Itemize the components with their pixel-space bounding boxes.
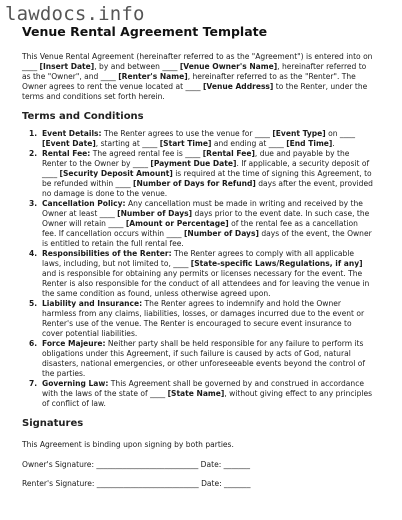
text-run: This Agreement shall be governed by and construed in accordance with the laws of the state of ____: [42, 379, 364, 398]
term-number: 7.: [29, 379, 38, 388]
bold-text: [Number of Days]: [117, 209, 193, 218]
intro-paragraph: [22, 52, 374, 102]
bold-text: [Insert Date]: [39, 62, 95, 71]
text-run: The Renter agrees to indemnify and hold the Owner harmless from any claims, liabilities, losses, or damages incurred due to the event or Renter's use of the venue. The Renter is encouraged to secure event insurance to cover potential liabilities.: [42, 299, 365, 338]
text-run: days prior to the event date. In such case, the Owner will retain ____: [42, 209, 370, 228]
text-run: , without giving effect to any principles of conflict of law.: [42, 389, 373, 408]
text-run: and ending at ____: [211, 139, 287, 148]
bold-text: Cancellation Policy:: [42, 199, 126, 208]
term-item: [22, 199, 374, 249]
bold-text: [Amount or Percentage]: [125, 219, 229, 228]
text-run: The Renter agrees to comply with all applicable laws, including, but not limited to, ____: [42, 249, 355, 268]
text-run: .: [332, 139, 335, 148]
bold-text: [Number of Days for Refund]: [133, 179, 256, 188]
term-number: 4.: [29, 249, 38, 258]
site-logo: lawdocs.info: [5, 3, 145, 25]
term-number: 2.: [29, 149, 38, 158]
bold-text: [Venue Owner's Name]: [179, 62, 278, 71]
document-page: [22, 24, 374, 489]
text-run: on ____: [325, 129, 356, 138]
text-run: , hereinafter referred to as the "Owner", and ____: [22, 62, 367, 81]
term-item: [22, 339, 374, 379]
term-item: [22, 249, 374, 299]
text-run: to the Renter, under the terms and conditions set forth herein.: [22, 82, 368, 101]
text-run: . If applicable, a security deposit of ____: [42, 159, 370, 178]
bold-text: Rental Fee:: [42, 149, 91, 158]
term-item: [22, 379, 374, 409]
term-number: 1.: [29, 129, 38, 138]
text-run: , hereinafter referred to as the "Renter". The Owner agrees to rent the venue located at ____: [22, 72, 356, 91]
text-run: days after the event, provided no damage is done to the venue.: [42, 179, 373, 198]
term-item: [22, 299, 374, 339]
bold-text: [Security Deposit Amount]: [59, 169, 173, 178]
text-run: This Venue Rental Agreement (hereinafter referred to as the "Agreement") is entered into on ____: [22, 52, 373, 71]
bold-text: [Payment Due Date]: [150, 159, 237, 168]
owner-signature-line: Owner's Signature: ___________________________ Date: _______: [22, 460, 251, 469]
page-title: Venue Rental Agreement Template: [22, 24, 268, 39]
text-run: of the rental fee as a cancellation fee. If cancellation occurs within ____: [42, 219, 358, 238]
bold-text: [Start Time]: [159, 139, 212, 148]
signatures-intro: This Agreement is binding upon signing by both parties.: [22, 440, 234, 449]
text-run: The agreed rental fee is ____: [90, 149, 203, 158]
bold-text: [Venue Address]: [202, 82, 274, 91]
bold-text: [State-specific Laws/Regulations, if any]: [190, 259, 363, 268]
term-number: 6.: [29, 339, 38, 348]
text-run: is required at the time of signing this Agreement, to be refunded within ____: [42, 169, 372, 188]
renter-signature-line: Renter's Signature: ___________________________ Date: _______: [22, 479, 251, 488]
term-item: [22, 149, 374, 199]
text-run: days of the event, the Owner is entitled to retain the full rental fee.: [42, 229, 372, 248]
bold-text: Responsibilities of the Renter:: [42, 249, 172, 258]
bold-text: [Number of Days]: [183, 229, 259, 238]
bold-text: [Event Type]: [272, 129, 326, 138]
text-run: , by and between ____: [94, 62, 180, 71]
terms-list: [22, 129, 374, 409]
text-run: Neither party shall be held responsible for any failure to perform its obligations under this Agreement, if such failure is caused by acts of God, natural disasters, national emergencies, or other unforeseeable events beyond the control of the parties.: [42, 339, 365, 378]
text-run: The Renter agrees to use the venue for ____: [101, 129, 273, 138]
bold-text: [Rental Fee]: [202, 149, 255, 158]
text-run: , due and payable by the Renter to the Owner by ____: [42, 149, 350, 168]
bold-text: [Renter's Name]: [118, 72, 188, 81]
terms-heading: Terms and Conditions: [22, 111, 144, 122]
bold-text: Force Majeure:: [42, 339, 106, 348]
bold-text: [End Time]: [286, 139, 333, 148]
term-item: [22, 129, 374, 149]
signatures-heading: Signatures: [22, 418, 84, 429]
bold-text: Event Details:: [42, 129, 102, 138]
bold-text: [State Name]: [167, 389, 225, 398]
text-run: and is responsible for obtaining any permits or licenses necessary for the event. The Renter is also responsible for the conduct of all attendees and for leaving the venue in the same condition as found, unless otherwise agreed upon.: [42, 269, 370, 298]
bold-text: [Event Date]: [42, 139, 96, 148]
term-number: 3.: [29, 199, 38, 208]
text-run: , starting at ____: [95, 139, 160, 148]
term-number: 5.: [29, 299, 38, 308]
text-run: Any cancellation must be made in writing and received by the Owner at least ____: [42, 199, 363, 218]
bold-text: Liability and Insurance:: [42, 299, 143, 308]
bold-text: Governing Law:: [42, 379, 109, 388]
